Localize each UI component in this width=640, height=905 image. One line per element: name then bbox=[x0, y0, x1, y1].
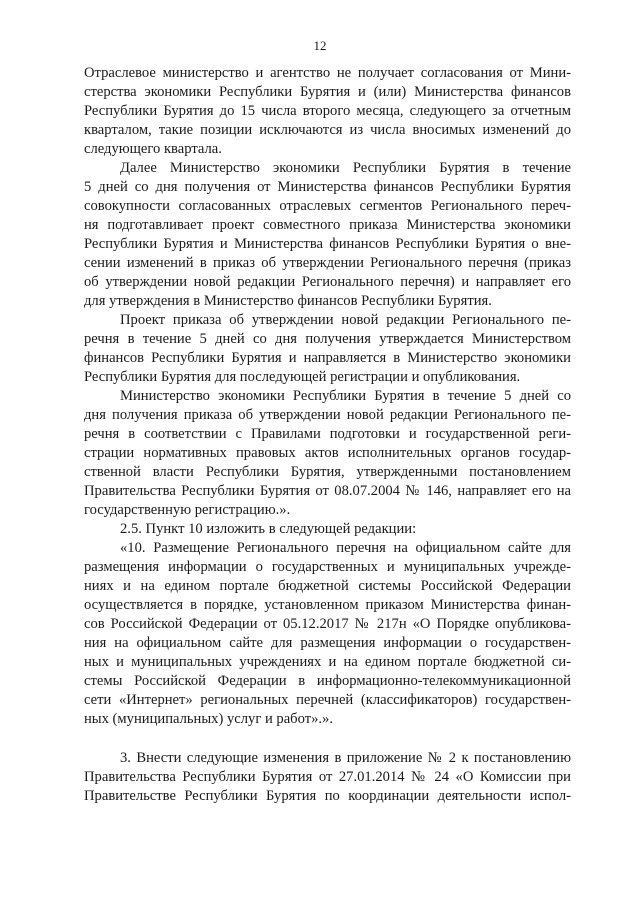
text-line: страции нормативных правовых актов исполнительных органов государ- bbox=[84, 445, 571, 461]
text-line: сети «Интернет» региональных перечней (классификаторов) государствен- bbox=[84, 692, 571, 708]
text-line: Республики Бурятия и Министерства финансов Республики Бурятия о вне- bbox=[84, 236, 571, 252]
text-line: стерства экономики Республики Бурятия и (или) Министерства финансов bbox=[84, 84, 571, 100]
text-line: Министерство экономики Республики Бурятия в течение 5 дней со bbox=[120, 388, 571, 404]
text-line: совокупности согласованных отраслевых сегментов Регионального переч- bbox=[84, 198, 571, 214]
text-line: 2.5. Пункт 10 изложить в следующей редакции: bbox=[120, 521, 417, 537]
text-line: осуществляется в порядке, установленном приказом Министерства финан- bbox=[84, 597, 571, 613]
text-line: речня в течение 5 дней со дня получения утверждается Министерством bbox=[84, 331, 571, 347]
text-line: Далее Министерство экономики Республики Бурятия в течение bbox=[120, 160, 571, 176]
text-line: ниях и на едином портале бюджетной системы Российской Федерации bbox=[84, 578, 571, 594]
text-line: Правительстве Республики Бурятия по координации деятельности испол- bbox=[84, 788, 571, 804]
text-line: ных и муниципальных учреждениях и на едином портале бюджетной си- bbox=[84, 654, 571, 670]
text-line: для утверждения в Министерство финансов Республики Бурятия. bbox=[84, 293, 492, 309]
text-line: Отраслевое министерство и агентство не получает согласования от Мини- bbox=[84, 65, 571, 81]
text-line: Республики Бурятия до 15 числа второго месяца, следующего за отчетным bbox=[84, 103, 571, 119]
text-line: Правительства Республики Бурятия от 08.07.2004 № 146, направляет его на bbox=[84, 483, 571, 499]
page-number: 12 bbox=[313, 38, 327, 53]
document-body bbox=[84, 64, 571, 806]
text-line: речня в соответствии с Правилами подготовки и государственной реги- bbox=[84, 426, 571, 442]
text-line: ственной власти Республики Бурятия, утвержденными постановлением bbox=[84, 464, 571, 480]
text-line: 3. Внести следующие изменения в приложение № 2 к постановлению bbox=[120, 750, 571, 766]
text-line: 5 дней со дня получения от Министерства финансов Республики Бурятия bbox=[84, 179, 571, 195]
text-line: сении изменений в приказ об утверждении Регионального перечня (приказ bbox=[84, 255, 571, 271]
text-line: стемы Российской Федерации в информационно-телекоммуникационной bbox=[84, 673, 571, 689]
text-line: ных (муниципальных) услуг и работ».». bbox=[84, 711, 333, 727]
text-line: «10. Размещение Регионального перечня на официальном сайте для bbox=[120, 540, 571, 556]
text-line: дня получения приказа об утверждении новой редакции Регионального пе- bbox=[84, 407, 571, 423]
text-line: об утверждении новой редакции Регионального перечня) и направляет его bbox=[84, 274, 571, 290]
text-line: финансов Республики Бурятия и направляется в Министерство экономики bbox=[84, 350, 571, 366]
text-line: Республики Бурятия для последующей регистрации и опубликования. bbox=[84, 369, 521, 385]
text-line: Правительства Республики Бурятия от 27.01.2014 № 24 «О Комиссии при bbox=[84, 769, 571, 785]
text-line: размещения информации о государственных и муниципальных учрежде- bbox=[84, 559, 571, 575]
text-line: государственную регистрацию.». bbox=[84, 502, 291, 518]
text-line: Проект приказа об утверждении новой редакции Регионального пе- bbox=[120, 312, 571, 328]
text-line: кварталом, такие позиции исключаются из числа вносимых изменений до bbox=[84, 122, 571, 138]
text-line: сов Российской Федерации от 05.12.2017 № 217н «О Порядке опубликова- bbox=[84, 616, 571, 632]
text-line: ния на официальном сайте для размещения информации о государствен- bbox=[84, 635, 571, 651]
text-line: следующего квартала. bbox=[84, 141, 222, 157]
text-line: ня подготавливает проект совместного приказа Министерства экономики bbox=[84, 217, 571, 233]
paragraph-gap bbox=[84, 729, 571, 749]
